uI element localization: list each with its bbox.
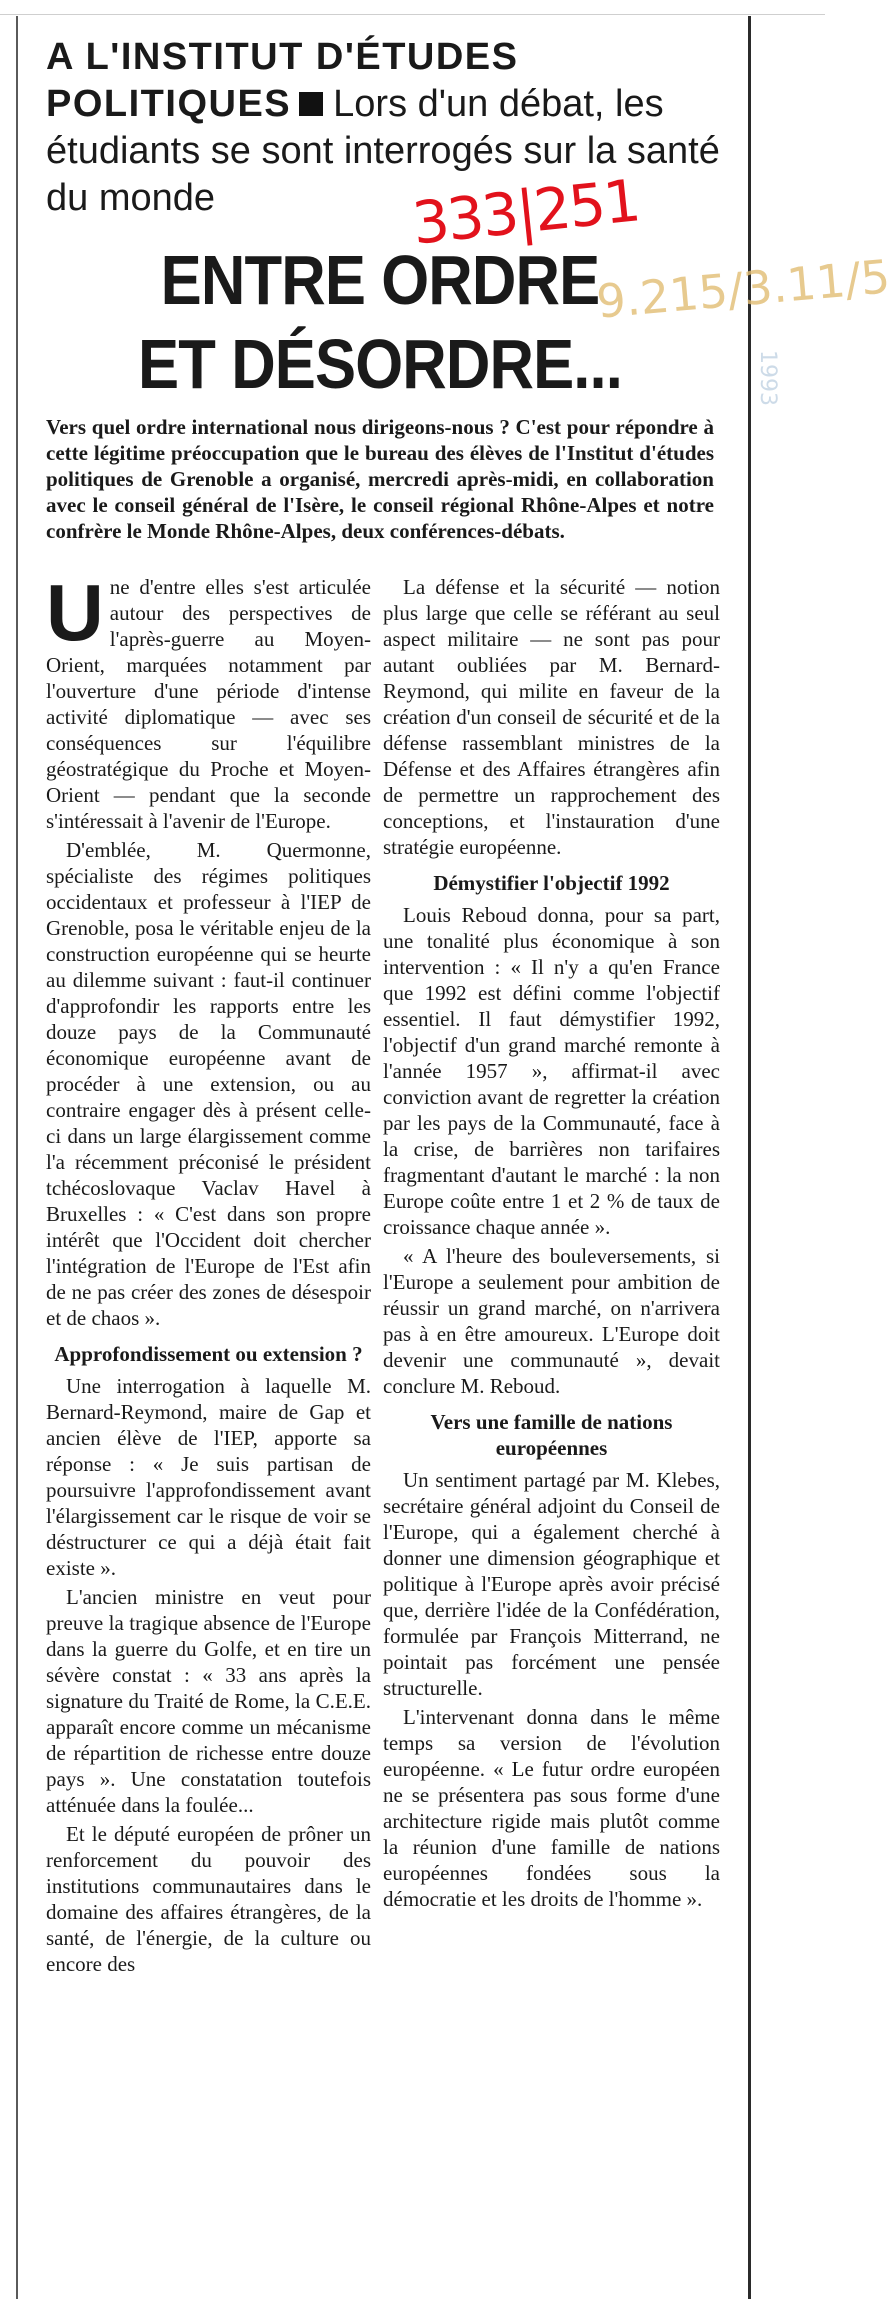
paragraph: D'emblée, M. Quermonne, spécialiste des régimes politiques occidentaux et professeur à l'IEP de Grenoble, posa le véritable enjeu de la construction européenne qui se heurte au dilemme suivant : faut-il continuer d'approfondir les rapports entre les douze pays de la Communauté économique européenne avant de procéder à une extension, ou au contraire engager dès à présent celle-ci dans un large élargissement comme l'a récemment préconisé le président tchécoslovaque Vaclav Havel à Bruxelles : « C'est dans son propre intérêt que l'Occident doit chercher l'intégration de l'Europe de l'Est afin de ne pas créer des zones de désespoir et de chaos ». [46,838,371,1330]
lead-paragraph: Vers quel ordre international nous dirigeons-nous ? C'est pour répondre à cette légitime préoccupation que le bureau des élèves de l'Institut d'études politiques de Grenoble a organisé, mercredi après-midi, en collaboration avec le conseil général de l'Isère, le conseil régional Rhône-Alpes et notre confrère le Monde Rhône-Alpes, deux conférences-débats. [46,415,714,543]
article-header [46,34,746,222]
paragraph: L'intervenant donna dans le même temps sa version de l'évolution européenne. « Le futur ordre européen ne se présentera pas sous forme d'une architecture rigide mais plutôt comme la réunion d'une famille de nations européennes fondées sous la démocratie et les droits de l'homme ». [383,1705,720,1911]
column-2 [383,574,720,1915]
paragraph: La défense et la sécurité — notion plus large que celle se référant au seul aspect militaire — ne sont pas pour autant oubliées par M. Bernard-Reymond, qui milite en faveur de la création d'un conseil de sécurité et de la défense rassemblant ministres de la Défense et des Affaires étrangères afin de permettre un rapprochement des conceptions, et l'instauration d'une stratégie européenne. [383,575,720,859]
paragraph [46,568,371,834]
paragraph: Et le député européen de prôner un renforcement du pouvoir des institutions communautaires dans le domaine des affaires étrangères, de la santé, de l'énergie, de la culture ou encore des [46,1822,371,1976]
column-1 [46,568,371,1980]
subheading: Démystifier l'objectif 1992 [433,871,670,895]
deck: Lors d'un débat, les étudiants se sont interrogés sur la santé du monde [46,83,720,219]
subheading: Vers une famille de nations européennes [430,1410,673,1460]
subheading: Approfondissement ou extension ? [54,1342,363,1366]
kicker: A L'INSTITUT D'ÉTUDES POLITIQUES [46,36,519,125]
drop-cap: U [46,568,104,657]
faded-stamp: 1993 [755,350,780,406]
handwritten-archive-number: 333|251 [409,166,642,258]
paragraph: « A l'heure des bouleversements, si l'Europe a seulement pour ambition de réussir un grand marché, on n'arrivera pas à en être amoureux. L'Europe doit devenir une communauté », devait conclure M. Reboud. [383,1244,720,1398]
top-rule [0,14,825,15]
pencil-annotation: 9.215/3.11/5 [594,249,892,329]
headline-line-1: ENTRE ORDRE [160,241,600,319]
paragraph: Un sentiment partagé par M. Klebes, secrétaire général adjoint du Conseil de l'Europe, qui a également cherché à donner une dimension géographique et politique à l'Europe après avoir précisé que, derrière l'idée de la Confédération, formulée par François Mitterrand, ne pointait pas forcément une pensée structurelle. [383,1468,720,1700]
paragraph-text: ne d'entre elles s'est articulée autour des perspectives de l'après-guerre au Moyen-Orient, marquées notamment par l'ouverture d'une période d'intense activité diplomatique — avec ses conséquences sur l'équilibre géostratégique du Proche et Moyen-Orient — pendant que la seconde s'intéressait à l'avenir de l'Europe. [46,575,371,833]
headline [81,238,679,406]
left-column-rule [16,16,18,2299]
square-bullet-icon [299,92,323,116]
paragraph: Louis Reboud donna, pour sa part, une tonalité plus économique à son intervention : « Il n'y a qu'en France que 1992 est défini comme l'objectif essentiel. Il faut démystifier 1992, l'objectif d'un grand marché remonte à l'année 1957 », affirmat-il avec conviction avant de regretter la création par les pays de la Communauté, face à la crise, de barrières non tarifaires fragmentant d'autant le marché : la non Europe coûte entre 1 et 2 % de taux de croissance chaque année ». [383,903,720,1239]
paragraph: Une interrogation à laquelle M. Bernard-Reymond, maire de Gap et ancien élève de l'IEP, apporte sa réponse : « Je suis partisan de poursuivre l'approfondissement avant l'élargissement car le risque de voir se déstructurer ce qui a déjà était fait existe ». [46,1374,371,1580]
headline-line-2: ET DÉSORDRE... [138,325,622,403]
right-column-rule [748,16,751,2299]
paragraph: L'ancien ministre en veut pour preuve la tragique absence de l'Europe dans la guerre du Golfe, et en tire un sévère constat : « 33 ans après la signature du Traité de Rome, la C.E.E. apparaît encore comme un mécanisme de répartition de richesse entre douze pays ». Une constatation toutefois atténuée dans la foulée... [46,1585,371,1817]
